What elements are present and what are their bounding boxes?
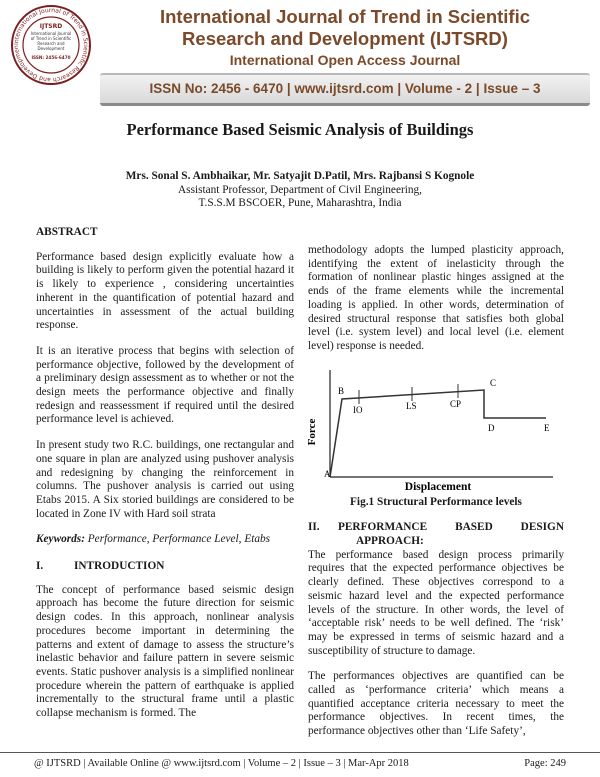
point-b-label: B [338,385,345,396]
point-d-label: D [488,422,495,433]
introduction-title: INTRODUCTION [74,560,165,573]
logo-line-2: International Journal [30,31,72,36]
section-2-word-2: BASED [455,521,493,534]
force-displacement-curve [330,390,546,477]
introduction-heading [36,560,294,574]
journal-subtitle: International Open Access Journal [229,52,461,68]
left-column [36,226,294,733]
paper-title: Performance Based Seismic Analysis of Buildings [126,120,474,139]
introduction-number: I. [36,560,44,573]
abstract-paragraph-3: In present study two R.C. buildings, one rectangular and one square in plan are analyzed using pushover analysis and redesigning by changing the reinforcement in columns. The pushover analysis is carried out using Etabs 2015. A Six storied buildings are considered to be located in Zone IV with Hard soil strata [36,439,294,520]
abstract-paragraph-2: It is an iterative process that begins with selection of performance objective, followed by the development of a preliminary design assessment as to whether or not the design meets the performance objective and finally redesign and reassessment if required until the desired performance level is achieved. [36,344,294,426]
issn-bar: ISSN No: 2456 - 6470 | www.ijtsrd.com | Volume - 2 | Issue – 3 [100,73,590,106]
abstract-heading: ABSTRACT [36,226,98,238]
affiliation-line-1: Assistant Professor, Department of Civil Engineering, [178,183,422,196]
cp-label: CP [450,398,462,409]
x-axis-label: Displacement [404,480,472,493]
right-paragraph-1: methodology adopts the lumped plasticity approach, identifying the extent of inelasticity through the formation of nonlinear plastic hinges assigned at the ends of the frame elements while the incremental loading is applied. In other words, determination of desired structural response that satisfies both global level (i.e. system level) and local level (i.e. element level) response is needed. [308,244,564,352]
logo-ring-text: International Journal of Trend in Scientific Research and Developmen [12,6,90,84]
journal-title-line-2: Research and Development (IJTSRD) [182,28,508,49]
point-e-label: E [544,422,550,433]
keywords-text: Performance, Performance Level, Etabs [84,533,271,546]
section-2-heading-line-2: APPROACH: [356,535,424,548]
journal-title-line-1: International Journal of Trend in Scientific [159,6,531,27]
y-axis-label: Force [306,418,318,445]
keywords-label: Keywords: [36,533,85,546]
footer-citation: @ IJTSRD | Available Online @ www.ijtsrd.com | Volume – 2 | Issue – 3 | Mar-Apr 2018 [34,758,409,769]
section-2-heading [308,521,564,535]
logo-line-4: Research and [37,41,65,46]
affiliation-line-2: T.S.S.M BSCOER, Pune, Maharashtra, India [198,197,402,209]
author-names: Mrs. Sonal S. Ambhaikar, Mr. Satyajit D.Patil, Mrs. Rajbansi S Kognole [125,170,475,182]
ls-label: LS [406,400,417,411]
io-label: IO [353,404,363,415]
right-column [308,244,564,751]
logo-line-5: Development [37,46,65,51]
figure-caption: Fig.1 Structural Performance levels [350,495,522,508]
section-2-paragraph-2: The performances objectives are quantified can be called as ‘performance criteria’ which means a quantified acceptance criteria necessary to meet the performance objectives. In recent times, the performance objectives other than ‘Life Safety’, [308,670,564,738]
journal-title [100,6,590,50]
journal-header [0,0,600,108]
performance-curve-chart [308,362,564,494]
section-2-word-3: DESIGN [520,521,564,534]
journal-logo [10,4,92,86]
point-c-label: C [490,377,497,388]
author-block [0,170,600,211]
page-footer [0,752,600,777]
introduction-paragraph-1: The concept of performance based seismic design approach has become the future direction for seismic design codes. In this approach, nonlinear analysis procedures become important in determining the patterns and extent of damage to assess the structure’s inelastic behavior and failure pattern in severe seismic events. Static pushover analysis is a simplified nonlinear procedure wherein the pattern of earthquake is applied incrementally to the structural frame until a plastic collapse mechanism is formed. The [36,583,294,720]
logo-line-1: IJTSRD [39,23,63,30]
abstract-paragraph-1: Performance based design explicitly evaluate how a building is likely to perform given the potential hazard it is likely to experience , considering uncertainties inherent in the quantification of potential hazard and uncertainties in assessment of the actual building response. [36,250,294,332]
section-2-word-1: PERFORMANCE [338,521,428,534]
section-2-paragraph-1: The performance based design process primarily requires that the expected performance objectives be clearly defined. These objectives correspond to a seismic hazard level and the expected performance levels of the structure. In other words, the level of ‘acceptable risk’ needs to be well defined. The ‘risk’ may be expressed in terms of seismic hazard and a susceptibility of structure to damage. [308,548,564,657]
page-number: Page: 249 [524,758,566,769]
logo-line-6: ISSN: 2456-6470 [31,55,71,60]
keywords [36,533,294,547]
logo-line-3: of Trend in Scientific [30,36,72,41]
point-a-label: A [324,468,331,479]
section-2-number: II. [308,521,320,534]
performance-levels-figure [308,362,564,494]
